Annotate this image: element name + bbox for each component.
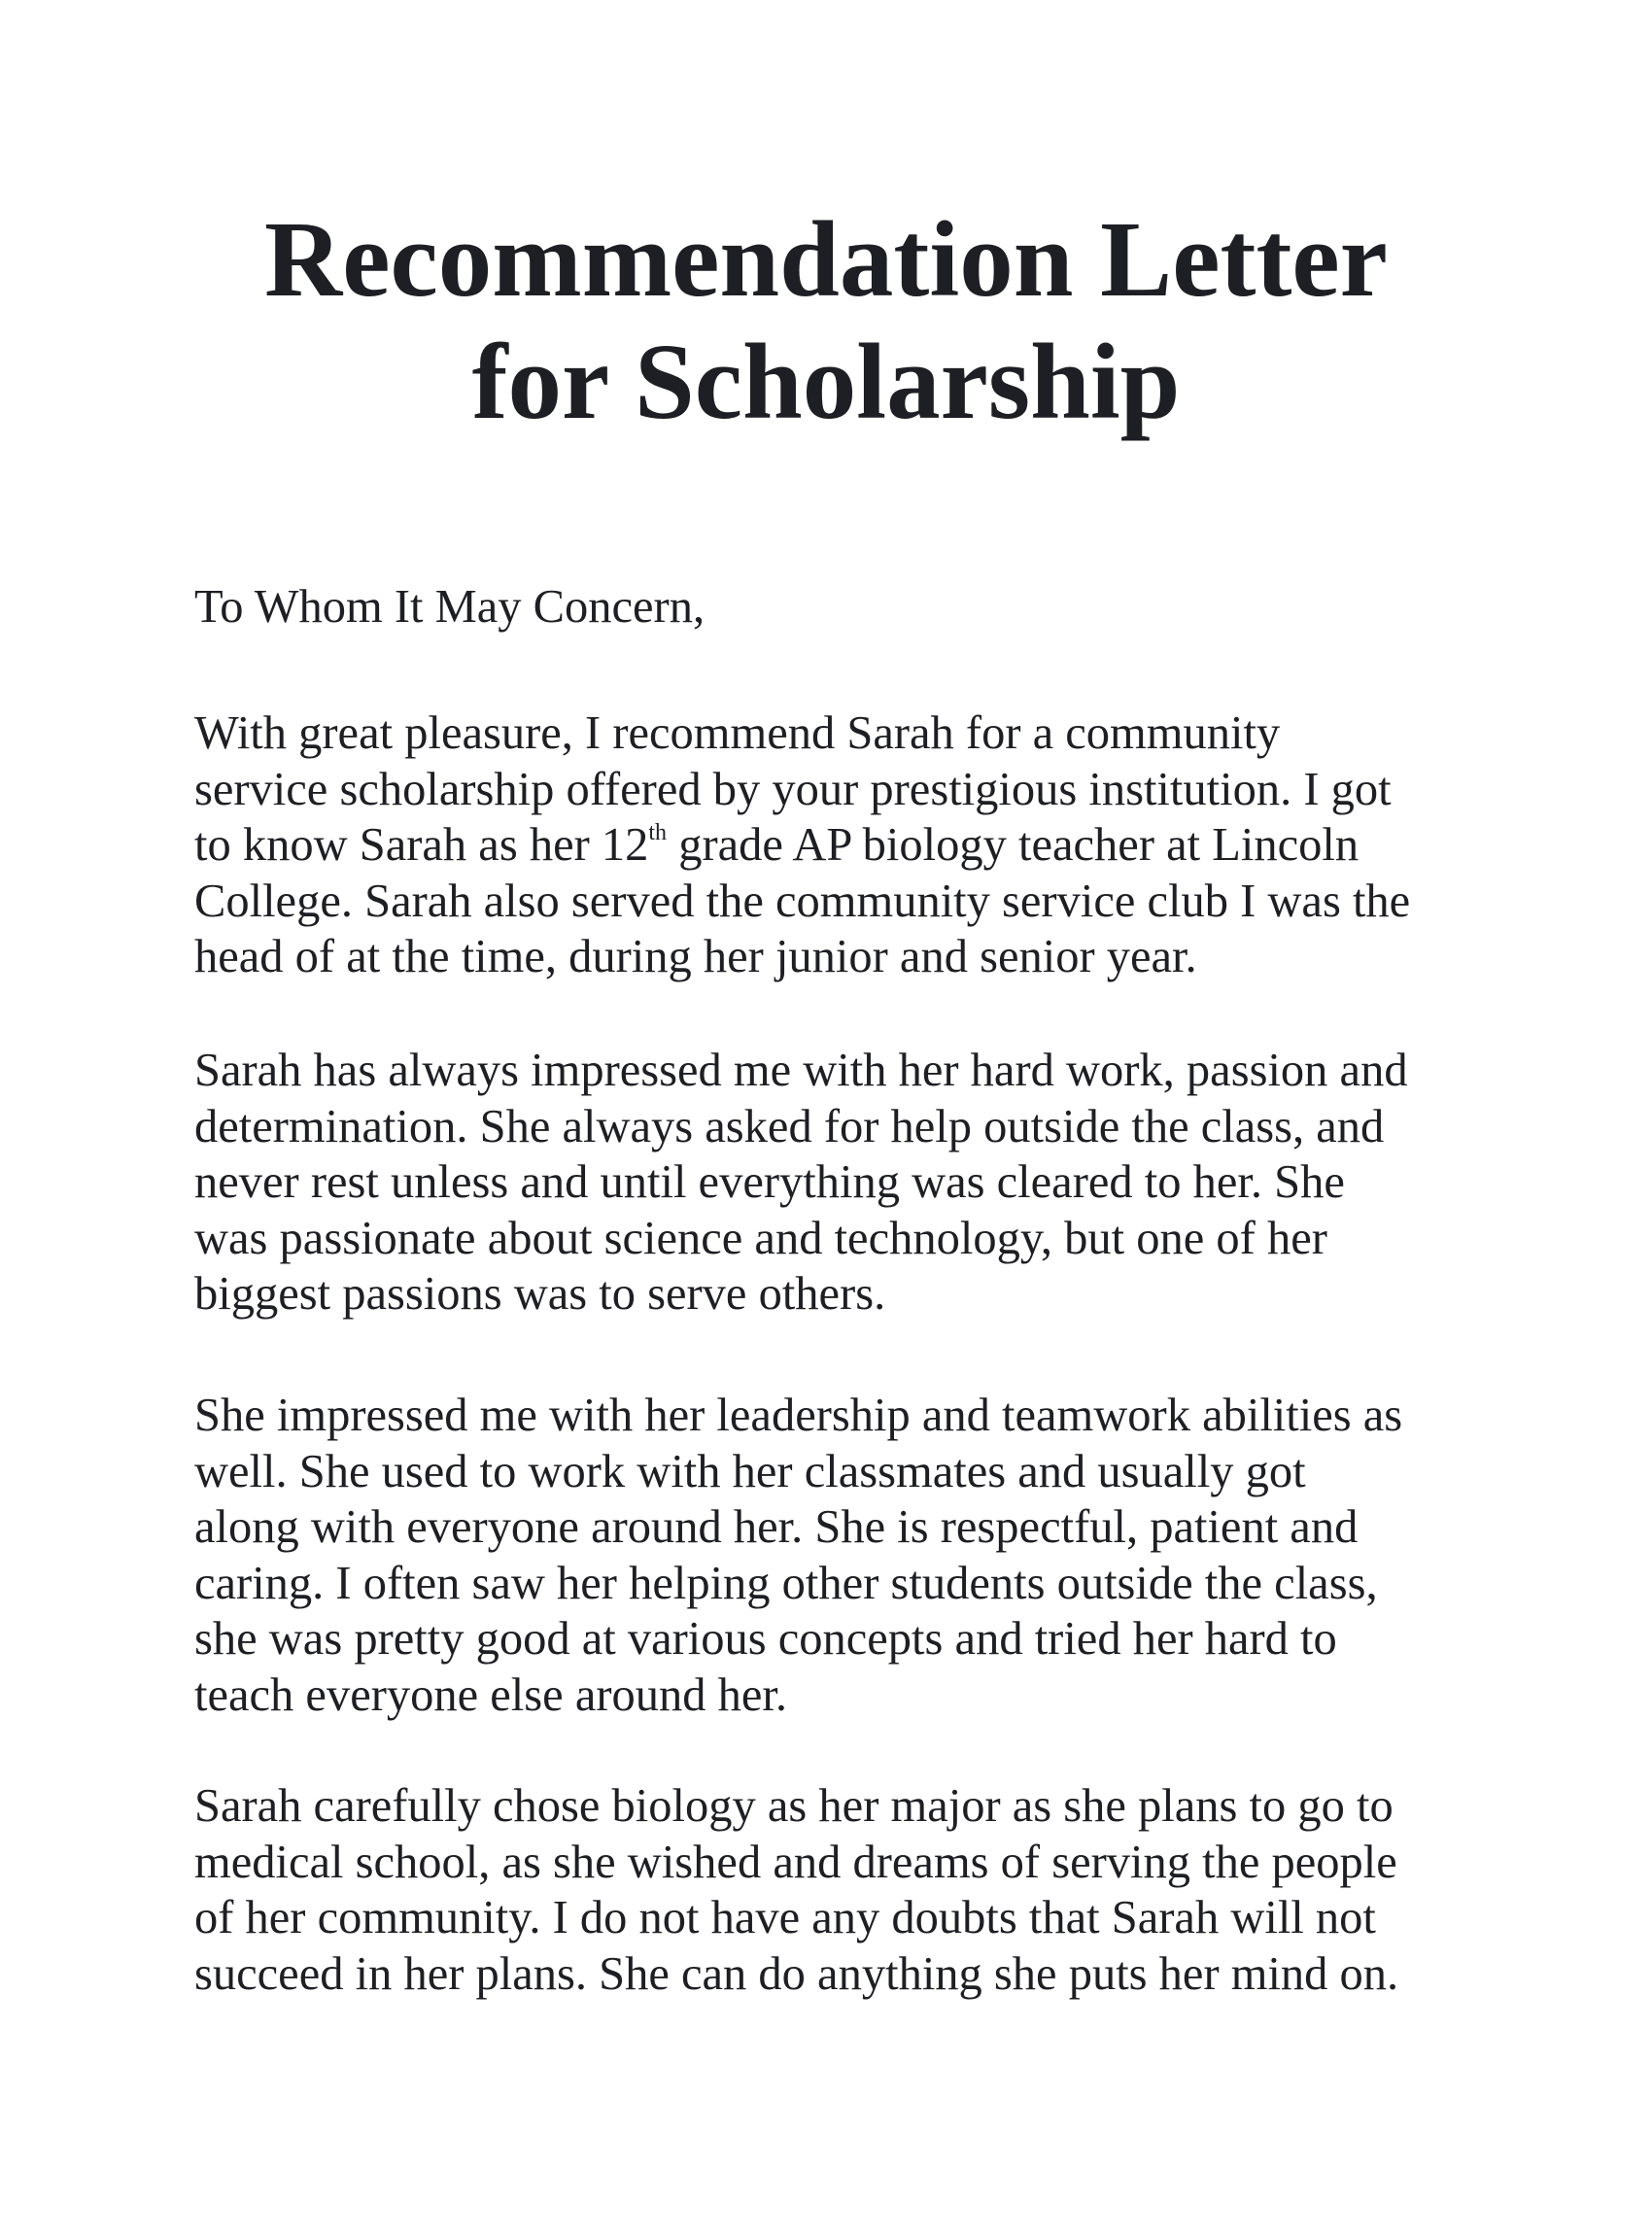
- paragraph-text: [194, 1043, 1477, 1323]
- paragraph-future-plans: [194, 1778, 1477, 2002]
- paragraph-line: medical school, as she wished and dreams of serving the people: [194, 1836, 1397, 1888]
- ordinal-superscript: th: [648, 820, 668, 845]
- paragraph-line: She impressed me with her leadership and teamwork abilities as: [194, 1390, 1403, 1441]
- paragraph-line: along with everyone around her. She is respectful, patient and: [194, 1501, 1359, 1553]
- paragraph-line: [194, 817, 1477, 874]
- paragraph-line: was passionate about science and technology, but one of her: [194, 1212, 1327, 1264]
- paragraph-line: Sarah has always impressed me with her hard work, passion and: [194, 1045, 1408, 1096]
- paragraph-line: head of at the time, during her junior and senior year.: [194, 931, 1197, 982]
- paragraph-line: never rest unless and until everything was cleared to her. She: [194, 1156, 1345, 1208]
- salutation-text: To Whom It May Concern,: [194, 581, 706, 633]
- paragraph-line: succeed in her plans. She can do anything she puts her mind on.: [194, 1947, 1399, 2000]
- title-line-1: Recommendation Letter: [264, 200, 1388, 320]
- line-segment: to know Sarah as her 12: [194, 819, 649, 871]
- paragraph-line: teach everyone else around her.: [194, 1668, 787, 1721]
- paragraph-line: With great pleasure, I recommend Sarah for a community: [194, 707, 1281, 759]
- line-segment: grade AP biology teacher at Lincoln: [667, 819, 1359, 871]
- paragraph-line: College. Sarah also served the community service club I was the: [194, 875, 1411, 927]
- paragraph-hard-work: [194, 1043, 1477, 1323]
- paragraph-line: caring. I often saw her helping other students outside the class,: [194, 1557, 1378, 1609]
- paragraph-introduction: [194, 705, 1477, 985]
- paragraph-line: determination. She always asked for help outside the class, and: [194, 1100, 1385, 1152]
- paragraph-line: biggest passions was to serve others.: [194, 1268, 886, 1320]
- paragraph-leadership: [194, 1388, 1477, 1723]
- paragraph-line: well. She used to work with her classmates and usually got: [194, 1445, 1306, 1497]
- paragraph-line: service scholarship offered by your prestigious institution. I got: [194, 763, 1392, 815]
- letter-title: [0, 199, 1652, 444]
- paragraph-line: Sarah carefully chose biology as her major as she plans to go to: [194, 1780, 1394, 1832]
- paragraph-line: she was pretty good at various concepts and tried her hard to: [194, 1613, 1337, 1665]
- salutation: [194, 579, 1477, 636]
- paragraph-text: [194, 1388, 1477, 1723]
- paragraph-line: of her community. I do not have any doubts that Sarah will not: [194, 1892, 1376, 1943]
- paragraph-text: [194, 705, 1477, 985]
- title-line-2: for Scholarship: [471, 323, 1181, 442]
- paragraph-text: [194, 1778, 1477, 2002]
